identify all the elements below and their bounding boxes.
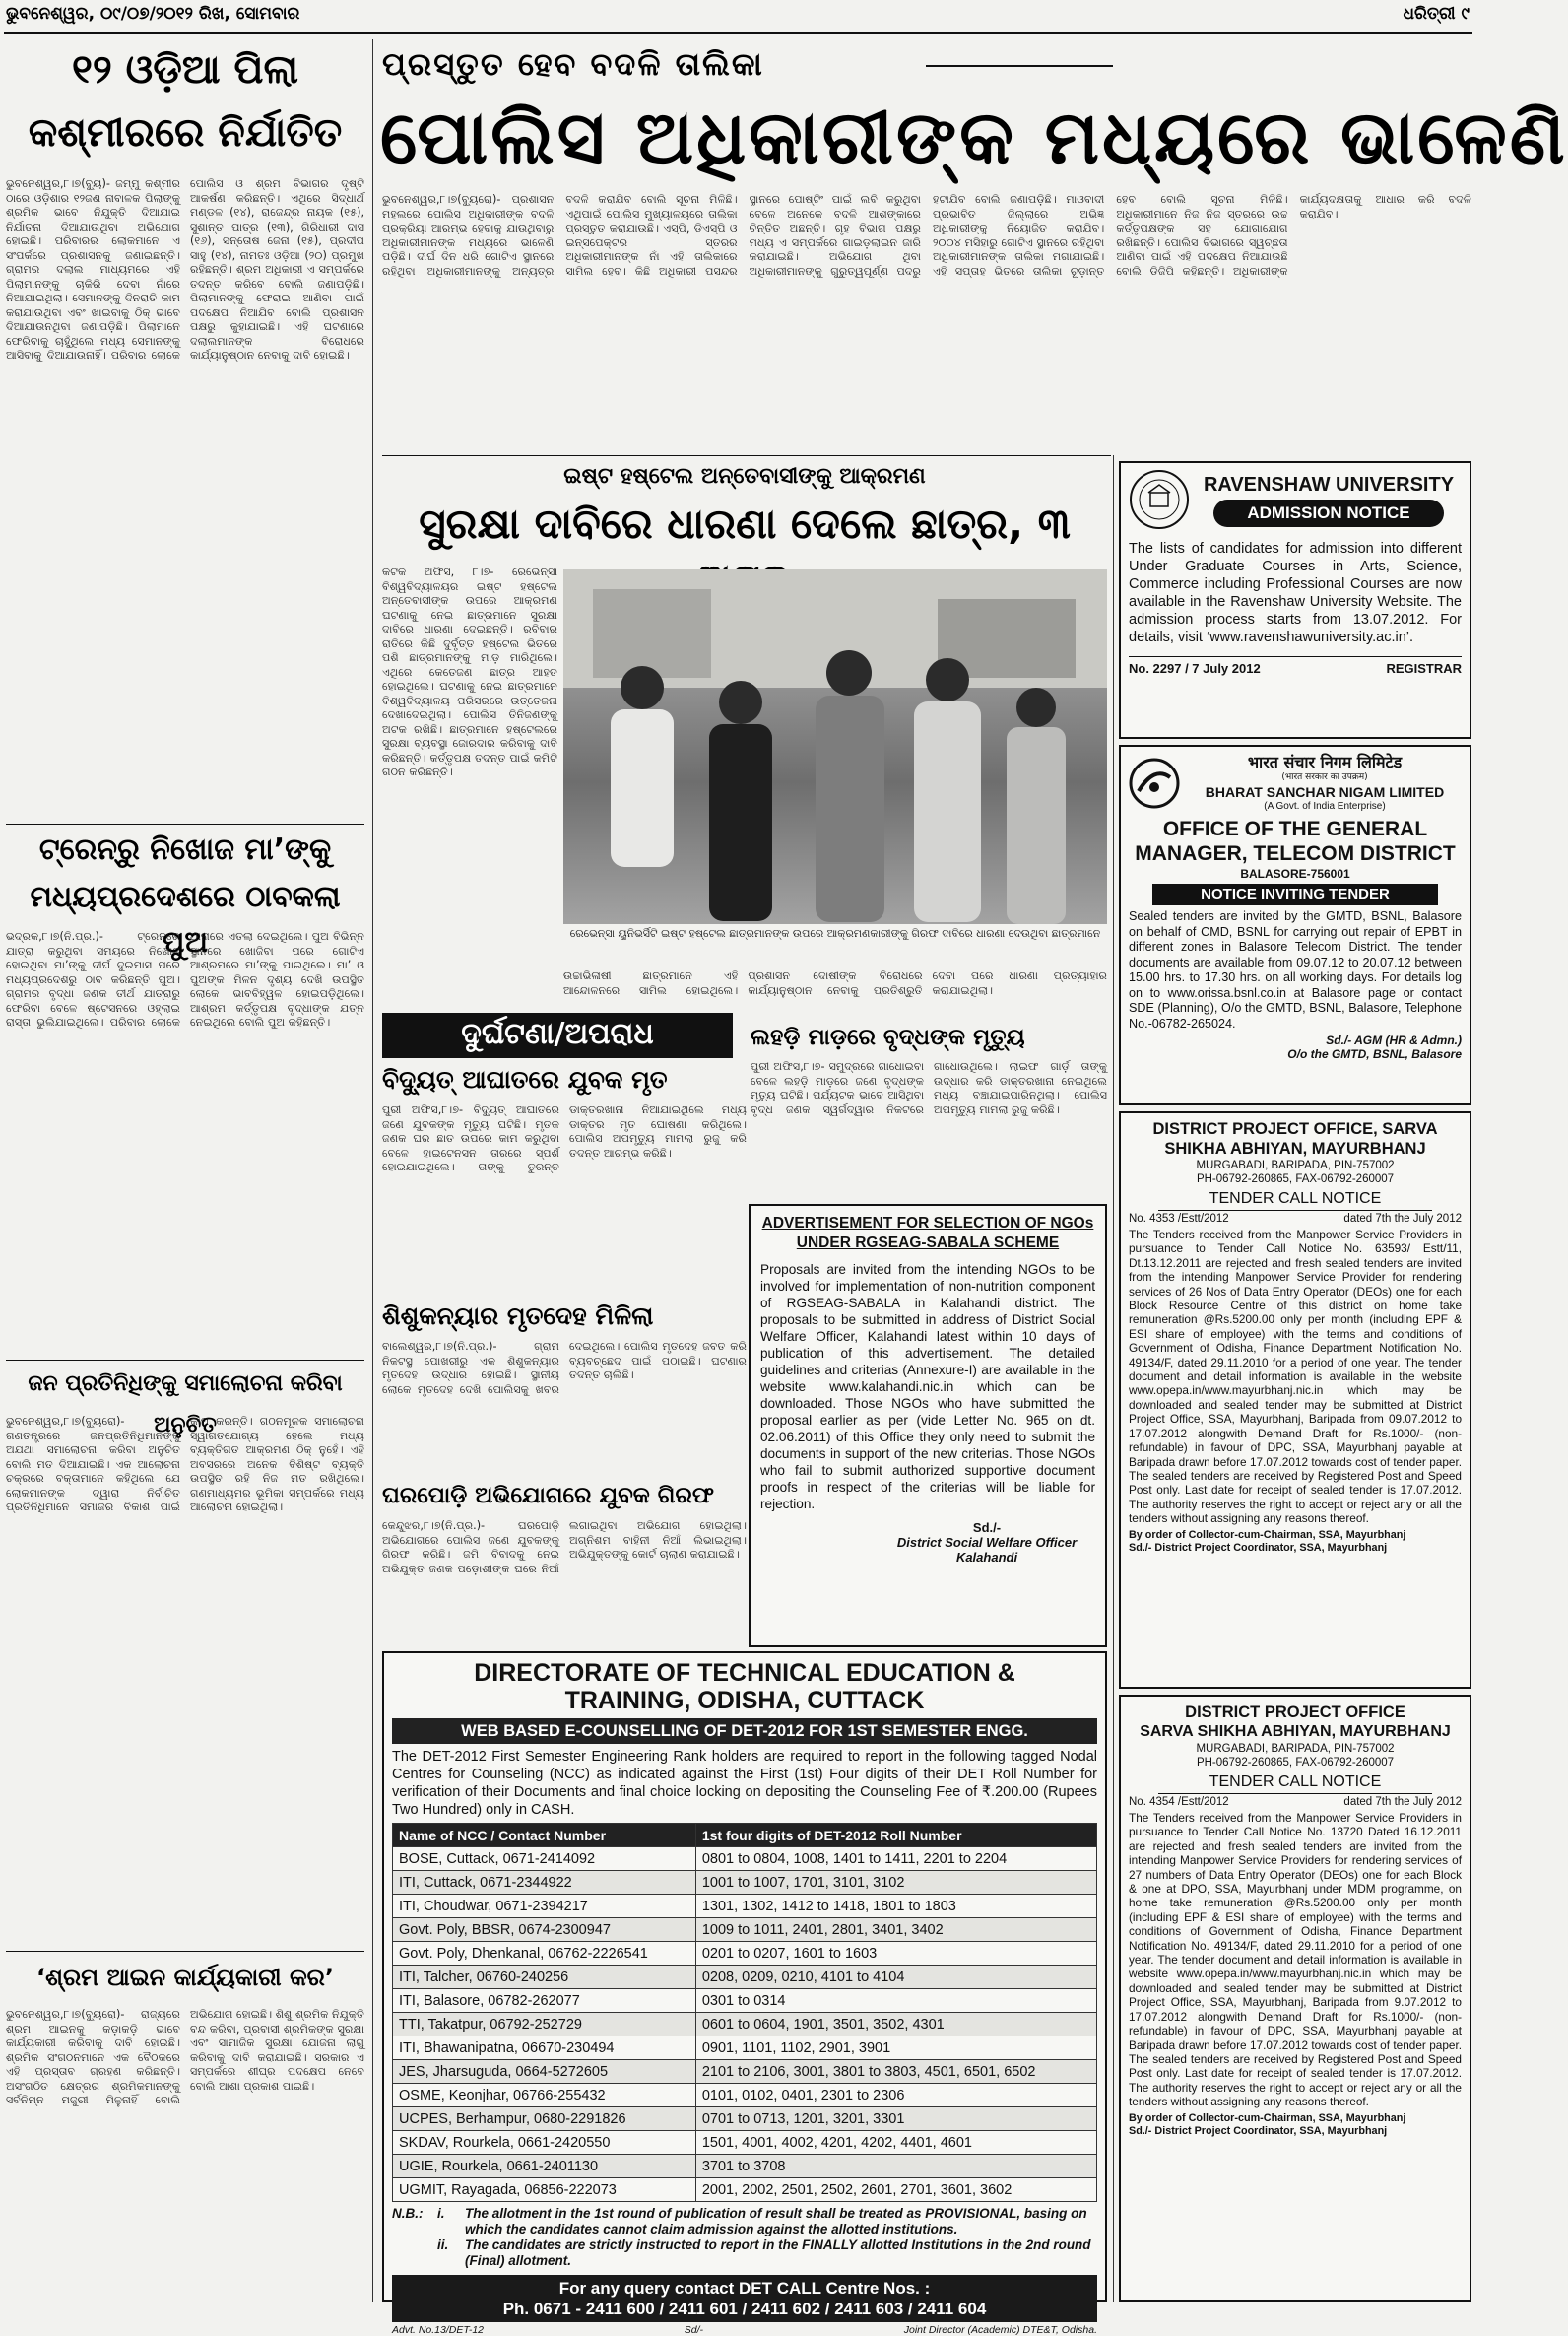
ssa1-title-2: SHIKHA ABHIYAN, MAYURBHANJ — [1164, 1140, 1426, 1158]
table-row — [393, 1918, 1097, 1942]
ssa1-ref — [1129, 1213, 1462, 1225]
det-query: For any query contact DET CALL Centre Nos. : — [558, 2279, 931, 2298]
ncc-name-cell: SKDAV, Rourkela, 0661-2420550 — [393, 2131, 696, 2155]
ssa2-sign-2: Sd./- District Project Coordinator, SSA, Mayurbhanj — [1129, 2124, 1388, 2137]
bsnl-name-hindi: भारत संचार निगम लिमिटेड — [1247, 753, 1403, 771]
ravenshaw-notice-no: No. 2297 / 7 July 2012 — [1129, 661, 1261, 676]
ravenshaw-registrar: REGISTRAR — [1386, 661, 1462, 676]
bsnl-sub: (A Govt. of India Enterprise) — [1264, 801, 1386, 812]
bsnl-tender-ad — [1119, 745, 1471, 1105]
table-row — [393, 1871, 1097, 1895]
ssa2-address-1: MURGABADI, BARIPADA, PIN-757002 — [1196, 1743, 1395, 1755]
nb-label: N.B.: — [392, 2206, 424, 2221]
ncc-name-cell: ITI, Balasore, 06782-262077 — [393, 1989, 696, 2013]
ssa1-sign-2: Sd./- District Project Coordinator, SSA, Mayurbhanj — [1129, 1541, 1388, 1554]
bsnl-header — [1129, 753, 1462, 813]
table-row — [393, 1966, 1097, 1989]
bsnl-signatory: O/o the GMTD, BSNL, Balasore — [1287, 1047, 1462, 1061]
ssa2-ref — [1129, 1796, 1462, 1808]
table-row — [393, 2084, 1097, 2107]
ncc-name-cell: ITI, Talcher, 06760-240256 — [393, 1966, 696, 1989]
ssa1-sign-1: By order of Collector-cum-Chairman, SSA, Mayurbhanj — [1129, 1528, 1406, 1541]
column-divider-left — [372, 39, 373, 2302]
crime-body-1: ପୁରୀ ଅଫିସ,୮।୭- ବିଦ୍ୟୁତ୍ ଆଘାତରେ ଜଣେ ଯୁବକଙ୍କ ମୃତ୍ୟୁ ଘଟିଛି। ମୃତକ ଜଣକ ଘର ଛାତ ଉପରେ କାମ କରୁଥିବା ବେଳେ ହାଇଟେନସନ ତାରରେ ସ୍ପର୍ଶ ହୋଇଯାଇଥିଲେ। ତାଙ୍କୁ ତୁରନ୍ତ ଡାକ୍ତରଖାନା ନିଆଯାଇଥିଲେ ମଧ୍ୟ ଡାକ୍ତର ମୃତ ଘୋଷଣା କରିଥିଲେ। ପୋଲିସ ଅପମୃତ୍ୟୁ ମାମଲା ରୁଜୁ କରି ତଦନ୍ତ ଆରମ୍ଭ କରିଛି। — [382, 1103, 747, 1173]
det-sd: Sd/- — [684, 2324, 703, 2336]
ravenshaw-admission-ad — [1119, 461, 1471, 739]
nb1-number: i. — [437, 2206, 445, 2221]
ssa1-dated: dated 7th the July 2012 — [1343, 1213, 1462, 1225]
top-rule — [382, 455, 1111, 456]
column-divider-right — [1113, 455, 1114, 2302]
table-row — [393, 2107, 1097, 2131]
det-callcentre-box — [392, 2275, 1097, 2322]
nb2-number: ii. — [437, 2237, 449, 2252]
ravenshaw-footer — [1129, 656, 1462, 676]
date-line: ଭୁବନେଶ୍ୱର, ୦୯/୦୭/୨୦୧୨ ରିଖ, ସୋମବାର — [6, 4, 300, 24]
crime-headline-2: ଶିଶୁକନ୍ୟାର ମୃତଦେହ ମିଳିଲା — [382, 1301, 654, 1330]
crime-headline-1: ବିଦ୍ୟୁତ୍ ଆଘାତରେ ଯୁବକ ମୃତ — [382, 1065, 668, 1094]
ssa1-body: The Tenders received from the Manpower Service Providers in pursuance to Tender Call Notice No. 63593/ Estt/11, Dt.13.12.2011 are rejected and fresh sealed tenders are invited from the intending Manpower Service Provider for rendering services of 26 Nos of Data Entry Operator (DEOs) one for each Block Resource Centre of this district on home take remuneration @Rs.5200.00 only per month (including EPF & ESI share of employee) with the terms and conditions of Government of Odisha, Finance Department Notification No. 49134/F, dated 29.11.2010 for a period of one year. The tender document and detail information is available in the website www.opepa.in/www.mayurbhanj.nic.in which may be downloaded and sealed tender may be submitted at District Project Office, SSA, Mayurbhanj, Baripada from 09.07.2012 to 17.07.2012 alongwith Demand Draft for Rs.1000/- (non-refundable) in favour of DPC, SSA, Mayurbhanj payable at Baripada drawn before 17.07.2012 towards cost of tender paper. The sealed tenders are received by Registered Post and Speed Post only. Last date for receipt of sealed tender is 17.07.2012. The authority reserves the right to accept or reject any or all the tenders without assigning any reasons thereof. — [1129, 1228, 1462, 1526]
ssa1-address-1: MURGABADI, BARIPADA, PIN-757002 — [1196, 1160, 1395, 1171]
det-title-1: DIRECTORATE OF TECHNICAL EDUCATION & — [474, 1659, 1015, 1687]
ncc-name-cell: UGIE, Rourkela, 0661-2401130 — [393, 2155, 696, 2178]
roll-range-cell: 0701 to 0713, 1201, 3201, 3301 — [695, 2107, 1096, 2131]
left-article-body-4: ଭୁବନେଶ୍ୱର,୮।୭(ବ୍ୟୁରୋ)- ରାଜ୍ୟରେ ଶ୍ରମ ଆଇନକୁ କଡ଼ାକଡ଼ି ଭାବେ କାର୍ଯ୍ୟକାରୀ କରିବାକୁ ଦାବି ହୋଇଛି। ଶ୍ରମିକ ସଂଗଠନମାନେ ଏକ ବୈଠକରେ ଏହି ପ୍ରସ୍ତାବ ଗ୍ରହଣ କରିଛନ୍ତି। ଅସଂଗଠିତ କ୍ଷେତ୍ରର ଶ୍ରମିକମାନଙ୍କୁ ସର୍ବନିମ୍ନ ମଜୁରୀ ମିଳୁନାହିଁ ବୋଲି ଅଭିଯୋଗ ହୋଇଛି। ଶିଶୁ ଶ୍ରମିକ ନିଯୁକ୍ତି ବନ୍ଦ କରିବା, ପ୍ରବାସୀ ଶ୍ରମିକଙ୍କ ସୁରକ୍ଷା ଏବଂ ସାମାଜିକ ସୁରକ୍ଷା ଯୋଜନା ଲାଗୁ କରିବାକୁ ଦାବି କରାଯାଇଛି। ସରକାର ଏ ସମ୍ପର୍କରେ ଶୀଘ୍ର ପଦକ୍ଷେପ ନେବେ ବୋଲି ଆଶା ପ୍ରକାଶ ପାଇଛି। — [6, 2008, 364, 2106]
student-photo-caption: ରେଭେନ୍ସା ୟୁନିଭର୍ସିଟି ଇଷ୍ଟ ହଷ୍ଟେଲ ଛାତ୍ରମାନଙ୍କ ଉପରେ ଆକ୍ରମଣକାରୀଙ୍କୁ ଗିରଫ ଦାବିରେ ଧାରଣା ଦେଉଥିବା ଛାତ୍ରମାନେ — [569, 927, 1101, 940]
crime-headline-4: ଲହଡ଼ି ମାଡ଼ରେ ବୃଦ୍ଧଙ୍କ ମୃତ୍ୟୁ — [751, 1025, 1025, 1050]
student-article-body-2: ଉଚ୍ଚାଭିଳାଷୀ ଛାତ୍ରମାନେ ଏହି ଆନ୍ଦୋଳନରେ ସାମିଲ ହୋଇଥିଲେ। ପ୍ରଶାସନ ଦୋଷୀଙ୍କ ବିରୋଧରେ କାର୍ଯ୍ୟାନୁଷ୍ଠାନ ନେବାକୁ ପ୍ରତିଶ୍ରୁତି ଦେବା ପରେ ଧାରଣା ପ୍ରତ୍ୟାହାର କରାଯାଇଥିଲା। — [563, 969, 1107, 997]
nb1-text: The allotment in the 1st round of publication of result shall be treated as PROVISIONAL, basing on which the candidates cannot claim admission against the allotted institutions. — [465, 2206, 1087, 2236]
table-row — [393, 2155, 1097, 2178]
det-nb-2 — [392, 2237, 1097, 2269]
student-article-body: କଟକ ଅଫିସ, ୮।୭- ରେଭେନ୍ସା ବିଶ୍ୱବିଦ୍ୟାଳୟର ଇଷ୍ଟ ହଷ୍ଟେଲ ଅନ୍ତେବାସୀଙ୍କ ଉପରେ ଆକ୍ରମଣ ଘଟଣାକୁ ନେଇ ଛାତ୍ରମାନେ ସୁରକ୍ଷା ଦାବିରେ ଧାରଣା ଦେଇଛନ୍ତି। ରବିବାର ରାତିରେ କିଛି ଦୁର୍ବୃତ୍ତ ହଷ୍ଟେଲ ଭିତରେ ପଶି ଛାତ୍ରମାନଙ୍କୁ ମାଡ଼ ମାରିଥିଲେ। ଏଥିରେ କେତେଜଣ ଛାତ୍ର ଆହତ ହୋଇଥିଲେ। ଘଟଣାକୁ ନେଇ ଛାତ୍ରମାନେ ବିଶ୍ୱବିଦ୍ୟାଳୟ ପରିସରରେ ଉତ୍ତେଜନା ଦେଖାଦେଇଥିଲା। ପୋଲିସ ତିନିଜଣଙ୍କୁ ଅଟକ ରଖିଛି। ଛାତ୍ରମାନେ ହଷ୍ଟେଲରେ ସୁରକ୍ଷା ବ୍ୟବସ୍ଥା ଜୋରଦାର କରିବାକୁ ଦାବି କରିଛନ୍ତି। କର୍ତ୍ତୃପକ୍ଷ ତଦନ୍ତ ପାଇଁ କମିଟି ଗଠନ କରିଛନ୍ତି। — [382, 566, 557, 778]
roll-range-cell: 0208, 0209, 0210, 4101 to 4104 — [695, 1966, 1096, 1989]
ravenshaw-body: The lists of candidates for admission into different Under Graduate Courses in Arts, Science, Commerce including Professional Courses are now available in the Ravenshaw University Website. The admission process starts from 13.07.2012. For details, visit ‘www.ravenshawuniversity.ac.in’. — [1129, 541, 1462, 645]
roll-range-cell: 1001 to 1007, 1701, 3101, 3102 — [695, 1871, 1096, 1895]
roll-range-cell: 1301, 1302, 1412 to 1418, 1801 to 1803 — [695, 1895, 1096, 1918]
top-article-body: ଭୁବନେଶ୍ୱର,୮।୭(ବ୍ୟୁରୋ)- ପ୍ରଶାସନ ମହଲରେ ପୋଲିସ ଅଧିକାରୀଙ୍କ ବଦଳି ପ୍ରକ୍ରିୟା ଆରମ୍ଭ ହେବାକୁ ଯାଉଥିବାରୁ ଅଧିକାରୀମାନଙ୍କ ମଧ୍ୟରେ ଭାଳେଣି ପଡ଼ିଛି। ଦୀର୍ଘ ଦିନ ଧରି ଗୋଟିଏ ସ୍ଥାନରେ ରହିଥିବା ଅଧିକାରୀମାନଙ୍କୁ ଅନ୍ୟତ୍ର ବଦଳି କରାଯିବ ବୋଲି ସୂଚନା ମିଳିଛି। ଏଥିପାଇଁ ପୋଲିସ ମୁଖ୍ୟାଳୟରେ ତାଲିକା ପ୍ରସ୍ତୁତ କରାଯାଉଛି। ଏସ୍‌ପି, ଡିଏସ୍‌ପି ଓ ଇନ୍‌ସପେକ୍ଟର ସ୍ତରର ଅଧିକାରୀମାନଙ୍କ ନାଁ ଏହି ତାଲିକାରେ ସାମିଲ ହେବ। କିଛି ଅଧିକାରୀ ପସନ୍ଦର ସ୍ଥାନରେ ପୋଷ୍ଟିଂ ପାଇଁ ଲବି କରୁଥିବା ବେଳେ ଅନେକେ ବଦଳି ଆଶଙ୍କାରେ ଚିନ୍ତିତ ଅଛନ୍ତି। ଗୃହ ବିଭାଗ ପକ୍ଷରୁ ମଧ୍ୟ ଏ ସମ୍ପର୍କରେ ଗାଇଡ଼ଲାଇନ ଜାରି କରାଯାଇଛି। ଅଭିଯୋଗ ଥିବା ଅଧିକାରୀମାନଙ୍କୁ ଗୁରୁତ୍ୱପୂର୍ଣ୍ଣ ପଦରୁ ହଟାଯିବ ବୋଲି ଜଣାପଡ଼ିଛି। ମାଓବାଦୀ ପ୍ରଭାବିତ ଜିଲ୍ଲାରେ ଅଭିଜ୍ଞ ଅଧିକାରୀଙ୍କୁ ନିୟୋଜିତ କରାଯିବ। ୨୦୦୪ ମସିହାରୁ ଗୋଟିଏ ସ୍ଥାନରେ ରହିଥିବା ଅଧିକାରୀମାନଙ୍କ ତାଲିକା ମଗାଯାଇଛି। ଏହି ସପ୍ତାହ ଭିତରେ ତାଲିକା ଚୂଡ଼ାନ୍ତ ହେବ ବୋଲି ସୂଚନା ମିଳିଛି। ଅଧିକାରୀମାନେ ନିଜ ନିଜ ସ୍ତରରେ ଉଚ୍ଚ କର୍ତ୍ତୃପକ୍ଷଙ୍କ ସହ ଯୋଗାଯୋଗ ରଖିଛନ୍ତି। ପୋଲିସ ବିଭାଗରେ ସ୍ୱଚ୍ଛତା ଆଣିବା ପାଇଁ ଏହି ପଦକ୍ଷେପ ନିଆଯାଉଛି ବୋଲି ଡିଜିପି କହିଛନ୍ତି। ଅଧିକାରୀଙ୍କ କାର୍ଯ୍ୟଦକ୍ଷତାକୁ ଆଧାର କରି ବଦଳି କରାଯିବ। — [382, 193, 1471, 278]
ngo-signatory-place: Kalahandi — [955, 1550, 1018, 1565]
nb2-text: The candidates are strictly instructed to report in the FINALLY allotted Institutions in the 2nd round (Final) allotment. — [465, 2237, 1091, 2268]
ssa2-body: The Tenders received from the Manpower Service Providers in pursuance to Tender Call Notice No. 13720 Dated 16.12.2011 are rejected and fresh sealed tenders are invited from the intending Manpower Service Providers for rendering services of 27 numbers of Data Entry Operator (DEOs) one for each Block & one at DPO, SSA, Mayurbhanj under MDM programme, on home take remuneration @Rs.5200.00 only per month (including EPF & ESI share of employee) with the terms and conditions of Government of Odisha, Finance Department Notification No. 49134/F, dated 29.11.2010 for a period of one year. The tender document and detail information is available in website www.opepa.in/www.mayurbhanj.nic.in which may be downloaded and sealed tender may be submitted at District Project Office, SSA, Mayurbhanj, Baripada from 9.07.2012 to 17.07.2012 alongwith Demand Draft for Rs.1000/- (non-refundable) in favour of DPC, SSA, Mayurbhanj payable at Baripada drawn before 17.07.2012 towards cost of tender paper. The sealed tenders are received by Registered Post and Speed Post only. Last date for receipt of sealed tender is 17.07.2012. The authority reserves the right to accept or reject any or all the tenders without assigning any reasons thereof. — [1129, 1811, 1462, 2109]
ssa2-title-1: DISTRICT PROJECT OFFICE — [1185, 1703, 1405, 1721]
left-rule-3 — [6, 1951, 364, 1952]
table-row — [393, 1942, 1097, 1966]
ssa1-address-2: PH-06792-260865, FAX-06792-260007 — [1196, 1173, 1395, 1185]
roll-range-cell: 0201 to 0207, 1601 to 1603 — [695, 1942, 1096, 1966]
det-nb-1 — [392, 2206, 1097, 2237]
left-headline-5: ‘ଶ୍ରମ ଆଇନ କାର୍ଯ୍ୟକାରୀ କର’ — [36, 1964, 334, 1991]
students-photo-illustration — [563, 569, 1107, 924]
ngo-signatory: District Social Welfare Officer — [896, 1535, 1078, 1550]
ssa-tender-ad-2 — [1119, 1695, 1471, 2302]
ssa1-title-1: DISTRICT PROJECT OFFICE, SARVA — [1152, 1120, 1438, 1138]
ngo-body: Proposals are invited from the intending NGOs to be involved for implementation of non-nutrition component of RGSEAG-SABALA in Kalahandi district. The proposals to be submitted in address of District Social Welfare Officer, Kalahandi latest within 10 days of publication of this advertisement. The detailed guidelines and criterias (Annexure-I) are available in the website www.kalahandi.nic.in which can be downloaded. Those NGOs who have submitted the proposal earlier as per (vide Letter No. 965 on dt. 02.06.2011) of this Office they only need to submit the documents in support of the new criterias. Those NGOs who fail to submit authorized supportive document proofs in respect of the criterias will be liable for rejection. — [760, 1262, 1095, 1511]
ssa1-badge: TENDER CALL NOTICE — [1158, 1188, 1432, 1211]
left-headline-4: ଜନ ପ୍ରତିନିଧିଙ୍କୁ ସମାଲୋଚନା କରିବା ଅନୁଚିତ — [28, 1371, 343, 1437]
ncc-name-cell: ITI, Cuttack, 0671-2344922 — [393, 1871, 696, 1895]
left-article-body: ଭୁବନେଶ୍ୱର,୮।୭(ବ୍ୟୁ)- ଜମ୍ମୁ କଶ୍ମୀର ଠାରେ ଓଡ଼ିଶାର ୧୨ଜଣ ନାବାଳକ ପିଲାଙ୍କୁ ଶ୍ରମିକ ଭାବେ ନିଯୁକ୍ତି ଦିଆଯାଇ ନିର୍ଯାତନା ଦିଆଯାଉଥିବା ଅଭିଯୋଗ ହୋଇଛି। ପରିବାରର ଲୋକମାନେ ଏ ସଂପର୍କରେ ପ୍ରଶାସନକୁ ଜଣାଇଛନ୍ତି। ଗ୍ରାମର ଦଲାଲ ମାଧ୍ୟମରେ ଏହି ପିଲାମାନଙ୍କୁ ଚାକିରି ଦେବା ନାଁରେ ନିଆଯାଇଥିଲା। ସେମାନଙ୍କୁ ଦିନରାତି କାମ କରାଯାଉଥିବା ଏବଂ ଖାଇବାକୁ ଠିକ୍‌ ଭାବେ ଦିଆଯାଉନଥିବା ଜଣାପଡ଼ିଛି। ପିଲାମାନେ ଫେରିବାକୁ ଚାହୁଁଥିଲେ ମଧ୍ୟ ସେମାନଙ୍କୁ ଆସିବାକୁ ଦିଆଯାଉନାହିଁ। ପରିବାର ଲୋକେ ପୋଲିସ ଓ ଶ୍ରମ ବିଭାଗର ଦୃଷ୍ଟି ଆକର୍ଷଣ କରିଛନ୍ତି। ଏଥିରେ ସିଦ୍ଧାର୍ଥ ମଣ୍ଡଳ (୧୪), ରାଜେନ୍ଦ୍ର ନାୟକ (୧୫), ସୁଶାନ୍ତ ପାତ୍ର (୧୩), ଗିରିଧାରୀ ଦାସ (୧୬), ସନ୍ତୋଷ ଜେନା (୧୫), ପ୍ରଦୀପ ସାହୁ (୧୪), ନାମତଃ ଓଡ଼ିଆ (୨୦) ପ୍ରମୁଖ ରହିଛନ୍ତି। ଶ୍ରମ ଅଧିକାରୀ ଏ ସମ୍ପର୍କରେ ତଦନ୍ତ କରିବେ ବୋଲି ଜଣାପଡ଼ିଛି। ପିଲାମାନଙ୍କୁ ଫେରାଇ ଆଣିବା ପାଇଁ ପଦକ୍ଷେପ ନିଆଯିବ ବୋଲି ପ୍ରଶାସନ ପକ୍ଷରୁ କୁହାଯାଇଛି। ଏହି ଘଟଣାରେ ଦଲାଲମାନଙ୍କ ବିରୋଧରେ କାର୍ଯ୍ୟାନୁଷ୍ଠାନ ନେବାକୁ ଦାବି ହୋଇଛି। — [6, 177, 364, 362]
table-row — [393, 2178, 1097, 2202]
table-row — [393, 1989, 1097, 2013]
ncc-name-cell: ITI, Bhawanipatna, 06670-230494 — [393, 2036, 696, 2060]
ncc-table — [392, 1823, 1097, 2202]
det-intro: The DET-2012 First Semester Engineering Rank holders are required to report in the following tagged Nodal Centres for Counseling (NCC) as indicated against the First (1st) Four digits of their DET Roll Number for verification of their Documents and final choice locking on depositing the Counseling Fee of ₹.200.00 (Rupees Two Hundred) only in CASH. — [392, 1749, 1097, 1818]
roll-range-cell: 1501, 4001, 4002, 4201, 4202, 4401, 4601 — [695, 2131, 1096, 2155]
top-headline: ପୋଲିସ ଅଧିକାରୀଙ୍କ ମଧ୍ୟରେ ଭାଳେଣି — [380, 96, 1568, 180]
bsnl-body: Sealed tenders are invited by the GMTD, BSNL, Balasore on behalf of CMD, BSNL for carrying out repair of EPBT in different zones in Balasore Telecom District. The tender documents are available from 09.07.12 to 20.07.12 between 15.00 hrs. to 17.30 hrs. on all working days. For details log on to www.orissa.bsnl.co.in at Balasore page or contact SDE (Planning), O/o the GMTD, BSNL, Balasore, Telephone No.-06782-265024. — [1129, 909, 1462, 1031]
ssa2-notice-no: No. 4354 /Estt/2012 — [1129, 1796, 1229, 1808]
bsnl-sub-hindi: (भारत सरकार का उपक्रम) — [1281, 772, 1368, 782]
left-headline-3a: ଟ୍ରେନ୍‌ରୁ ନିଖୋଜ ମା’ଙ୍କୁ — [38, 833, 332, 867]
table-row — [393, 1895, 1097, 1918]
ncc-name-cell: BOSE, Cuttack, 0671-2414092 — [393, 1847, 696, 1871]
bsnl-logo-icon — [1129, 758, 1180, 809]
ssa2-dated: dated 7th the July 2012 — [1343, 1796, 1462, 1808]
ncc-name-cell: OSME, Keonjhar, 06766-255432 — [393, 2084, 696, 2107]
student-protest-photo — [563, 569, 1107, 924]
table-row — [393, 1847, 1097, 1871]
left-article-body-3: ଭୁବନେଶ୍ୱର,୮।୭(ବ୍ୟୁରୋ)- ଗଣତନ୍ତ୍ରରେ ଜନପ୍ରତିନିଧିମାନଙ୍କୁ ଅଯଥା ସମାଲୋଚନା କରିବା ଅନୁଚିତ ବୋଲି ମତ ଦିଆଯାଇଛି। ଏକ ଆଲୋଚନା ଚକ୍ରରେ ବକ୍ତାମାନେ କହିଥିଲେ ଯେ ଲୋକମାନଙ୍କ ଦ୍ୱାରା ନିର୍ବାଚିତ ପ୍ରତିନିଧିମାନେ ସମାଜର ବିକାଶ ପାଇଁ କାମ କରନ୍ତି। ଗଠନମୂଳକ ସମାଲୋଚନା ସ୍ୱାଗତଯୋଗ୍ୟ ହେଲେ ମଧ୍ୟ ବ୍ୟକ୍ତିଗତ ଆକ୍ରମଣ ଠିକ୍‌ ନୁହେଁ। ଏହି ଅବସରରେ ଅନେକ ବିଶିଷ୍ଟ ବ୍ୟକ୍ତି ଉପସ୍ଥିତ ରହି ନିଜ ମତ ରଖିଥିଲେ। ଗଣମାଧ୍ୟମର ଭୂମିକା ସମ୍ପର୍କରେ ମଧ୍ୟ ଆଲୋଚନା ହୋଇଥିଲା। — [6, 1415, 364, 1513]
table-row — [393, 2013, 1097, 2036]
page-label: ଧରିତ୍ରୀ ୯ — [1403, 4, 1470, 24]
bsnl-sd: Sd./- AGM (HR & Admn.) — [1326, 1034, 1462, 1047]
left-headline-1: ୧୨ ଓଡ଼ିଆ ପିଲା — [72, 47, 298, 93]
ravenshaw-name: RAVENSHAW UNIVERSITY — [1203, 474, 1455, 496]
roll-range-cell: 1009 to 1011, 2401, 2801, 3401, 3402 — [695, 1918, 1096, 1942]
roll-range-cell: 0901, 1101, 1102, 2901, 3901 — [695, 2036, 1096, 2060]
bsnl-badge: NOTICE INVITING TENDER — [1152, 884, 1438, 905]
masthead-rule — [4, 32, 1472, 34]
roll-range-cell: 0101, 0102, 0401, 2301 to 2306 — [695, 2084, 1096, 2107]
roll-range-cell: 2001, 2002, 2501, 2502, 2601, 2701, 3601, 3602 — [695, 2178, 1096, 2202]
crime-body-3: କେନ୍ଦୁଝର,୮।୭(ନି.ପ୍ର.)- ଘରପୋଡ଼ି ଅଭିଯୋଗରେ ପୋଲିସ ଜଣେ ଯୁବକଙ୍କୁ ଗିରଫ କରିଛି। ଜମି ବିବାଦକୁ ନେଇ ଅଭିଯୁକ୍ତ ଜଣକ ପଡ଼ୋଶୀଙ୍କ ଘରେ ନିଆଁ ଲଗାଇଥିବା ଅଭିଯୋଗ ହୋଇଥିଲା। ଅଗ୍ନିଶମ ବାହିନୀ ନିଆଁ ଲିଭାଇଥିଲା। ଅଭିଯୁକ୍ତଙ୍କୁ କୋର୍ଟ ଚାଲାଣ କରାଯାଇଛି। — [382, 1519, 747, 1575]
roll-range-cell: 3701 to 3708 — [695, 2155, 1096, 2178]
left-headline-3b: ମଧ୍ୟପ୍ରଦେଶରେ ଠାବକଲା ପୁଅ — [30, 880, 341, 960]
ncc-name-cell: UCPES, Berhampur, 0680-2291826 — [393, 2107, 696, 2131]
ssa2-sign-1: By order of Collector-cum-Chairman, SSA, Mayurbhanj — [1129, 2111, 1406, 2124]
ncc-name-cell: ITI, Choudwar, 0671-2394217 — [393, 1895, 696, 1918]
bsnl-office-1: OFFICE OF THE GENERAL — [1162, 818, 1428, 840]
ncc-name-cell: Govt. Poly, Dhenkanal, 06762-2226541 — [393, 1942, 696, 1966]
ngo-title: ADVERTISEMENT FOR SELECTION OF NGOs UNDER RGSEAG-SABALA SCHEME — [761, 1215, 1094, 1251]
ssa2-title-2: SARVA SHIKHA ABHIYAN, MAYURBHANJ — [1140, 1723, 1451, 1740]
det-phones: Ph. 0671 - 2411 600 / 2411 601 / 2411 602 / 2411 603 / 2411 604 — [502, 2300, 987, 2318]
ssa-tender-ad-1 — [1119, 1111, 1471, 1689]
student-kicker: ଇଷ୍ଟ ହଷ୍ଟେଲ ଅନ୍ତେବାସୀଙ୍କୁ ଆକ୍ରମଣ — [563, 464, 926, 489]
left-rule-2 — [6, 1360, 364, 1361]
student-headline: ସୁରକ୍ଷା ଦାବିରେ ଧାରଣା ଦେଲେ ଛାତ୍ର, ୩ — [419, 500, 1071, 548]
det-subtitle: WEB BASED E-COUNSELLING OF DET-2012 FOR 1ST SEMESTER ENGG. — [392, 1718, 1097, 1744]
crime-body-4: ପୁରୀ ଅଫିସ,୮।୭- ସମୁଦ୍ରରେ ଗାଧୋଇବା ବେଳେ ଲହଡ଼ି ମାଡ଼ରେ ଜଣେ ବୃଦ୍ଧଙ୍କ ମୃତ୍ୟୁ ଘଟିଛି। ପର୍ଯ୍ୟଟକ ଭାବେ ଆସିଥିବା ବୃଦ୍ଧ ଜଣକ ସ୍ୱର୍ଗଦ୍ୱାର ନିକଟରେ ଗାଧୋଉଥିଲେ। ଲାଇଫ ଗାର୍ଡ଼ ତାଙ୍କୁ ଉଦ୍ଧାର କରି ଡାକ୍ତରଖାନା ନେଇଥିଲେ ମଧ୍ୟ ବଞ୍ଚାଯାଇପାରିନଥିଲା। ପୋଲିସ ଅପମୃତ୍ୟୁ ମାମଲା ରୁଜୁ କରିଛି। — [751, 1060, 1107, 1116]
ncc-col-header: Name of NCC / Contact Number — [393, 1824, 696, 1847]
left-rule-1 — [6, 824, 364, 825]
ssa2-badge: TENDER CALL NOTICE — [1158, 1771, 1432, 1794]
det-advertisement — [382, 1651, 1107, 2336]
roll-col-header: 1st four digits of DET-2012 Roll Number — [695, 1824, 1096, 1847]
roll-range-cell: 0801 to 0804, 1008, 1401 to 1411, 2201 to 2204 — [695, 1847, 1096, 1871]
table-row — [393, 2036, 1097, 2060]
left-article-body-2: ଭଦ୍ରକ,୮।୭(ନି.ପ୍ର.)- ଟ୍ରେନ୍‌ରେ ଯାତ୍ରା କରୁଥିବା ସମୟରେ ନିଖୋଜ ହୋଇଥିବା ମା’ଙ୍କୁ ଦୀର୍ଘ ଦୁଇମାସ ପରେ ମଧ୍ୟପ୍ରଦେଶରୁ ଠାବ କରିଛନ୍ତି ପୁଅ। ଗ୍ରାମର ବୃଦ୍ଧା ଜଣକ ତୀର୍ଥ ଯାତ୍ରାରୁ ଫେରିବା ବେଳେ ଷ୍ଟେସନରେ ଓହ୍ଲାଇ ରାସ୍ତା ଭୁଲିଯାଇଥିଲେ। ପରିବାର ଲୋକେ ଥାନାରେ ଏତଲା ଦେଇଥିଲେ। ପୁଅ ବିଭିନ୍ନ ସ୍ଥାନରେ ଖୋଜିବା ପରେ ଗୋଟିଏ ଆଶ୍ରମରେ ମା’ଙ୍କୁ ପାଇଥିଲେ। ମା’ ଓ ପୁଅଙ୍କ ମିଳନ ଦୃଶ୍ୟ ଦେଖି ଉପସ୍ଥିତ ଲୋକେ ଭାବବିହ୍ୱଳ ହୋଇପଡ଼ିଥିଲେ। ଆଶ୍ରମ କର୍ତ୍ତୃପକ୍ଷ ବୃଦ୍ଧାଙ୍କ ଯତ୍ନ ନେଇଥିଲେ ବୋଲି ପୁଅ କହିଛନ୍ତି। — [6, 930, 364, 1029]
bsnl-place: BALASORE-756001 — [1240, 867, 1350, 881]
bsnl-office-2: MANAGER, TELECOM DISTRICT — [1135, 842, 1456, 865]
bsnl-name: BHARAT SANCHAR NIGAM LIMITED — [1205, 784, 1445, 800]
ravenshaw-header — [1129, 469, 1462, 530]
crime-section-banner: ଦୁର୍ଘଟଣା/ଅପରାଧ — [382, 1013, 733, 1058]
crime-headline-3: ଘରପୋଡ଼ି ଅଭିଯୋଗରେ ଯୁବକ ଗିରଫ — [382, 1483, 714, 1508]
top-kicker: ପ୍ରସ୍ତୁତ ହେବ ବଦଳି ତାଲିକା — [382, 45, 764, 83]
roll-range-cell: 0601 to 0604, 1901, 3501, 3502, 4301 — [695, 2013, 1096, 2036]
left-headline-2: କଶ୍ମୀରରେ ନିର୍ଯାତିତ — [28, 110, 343, 156]
ncc-name-cell: UGMIT, Rayagada, 06856-222073 — [393, 2178, 696, 2202]
roll-range-cell: 2101 to 2106, 3001, 3801 to 3803, 4501, 6501, 6502 — [695, 2060, 1096, 2084]
ngo-sd: Sd./- — [972, 1520, 1002, 1535]
det-title-2: TRAINING, ODISHA, CUTTACK — [564, 1687, 925, 1714]
crime-body-2: ବାଲେଶ୍ୱର,୮।୭(ନି.ପ୍ର.)- ଗ୍ରାମ ନିକଟସ୍ଥ ପୋଖରୀରୁ ଏକ ଶିଶୁକନ୍ୟାର ମୃତଦେହ ଉଦ୍ଧାର ହୋଇଛି। ସ୍ଥାନୀୟ ଲୋକେ ମୃତଦେହ ଦେଖି ପୋଲିସକୁ ଖବର ଦେଇଥିଲେ। ପୋଲିସ ମୃତଦେହ ଜବତ କରି ବ୍ୟବଚ୍ଛେଦ ପାଇଁ ପଠାଇଛି। ଘଟଣାର ତଦନ୍ତ ଚାଲିଛି। — [382, 1340, 747, 1396]
det-advt-no: Advt. No.13/DET-12 — [392, 2324, 484, 2336]
det-signatory: Joint Director (Academic) DTE&T, Odisha. — [903, 2324, 1097, 2336]
kicker-rule — [926, 65, 1113, 67]
det-footer — [392, 2324, 1097, 2336]
ravenshaw-badge: ADMISSION NOTICE — [1213, 500, 1444, 527]
table-row — [393, 2060, 1097, 2084]
ssa2-address-2: PH-06792-260865, FAX-06792-260007 — [1196, 1757, 1395, 1769]
ncc-name-cell: TTI, Takatpur, 06792-252729 — [393, 2013, 696, 2036]
university-seal-icon — [1129, 469, 1190, 530]
ngo-advertisement — [749, 1204, 1107, 1647]
table-row — [393, 2131, 1097, 2155]
roll-range-cell: 0301 to 0314 — [695, 1989, 1096, 2013]
ncc-name-cell: JES, Jharsuguda, 0664-5272605 — [393, 2060, 696, 2084]
ssa1-notice-no: No. 4353 /Estt/2012 — [1129, 1213, 1229, 1225]
ncc-name-cell: Govt. Poly, BBSR, 0674-2300947 — [393, 1918, 696, 1942]
